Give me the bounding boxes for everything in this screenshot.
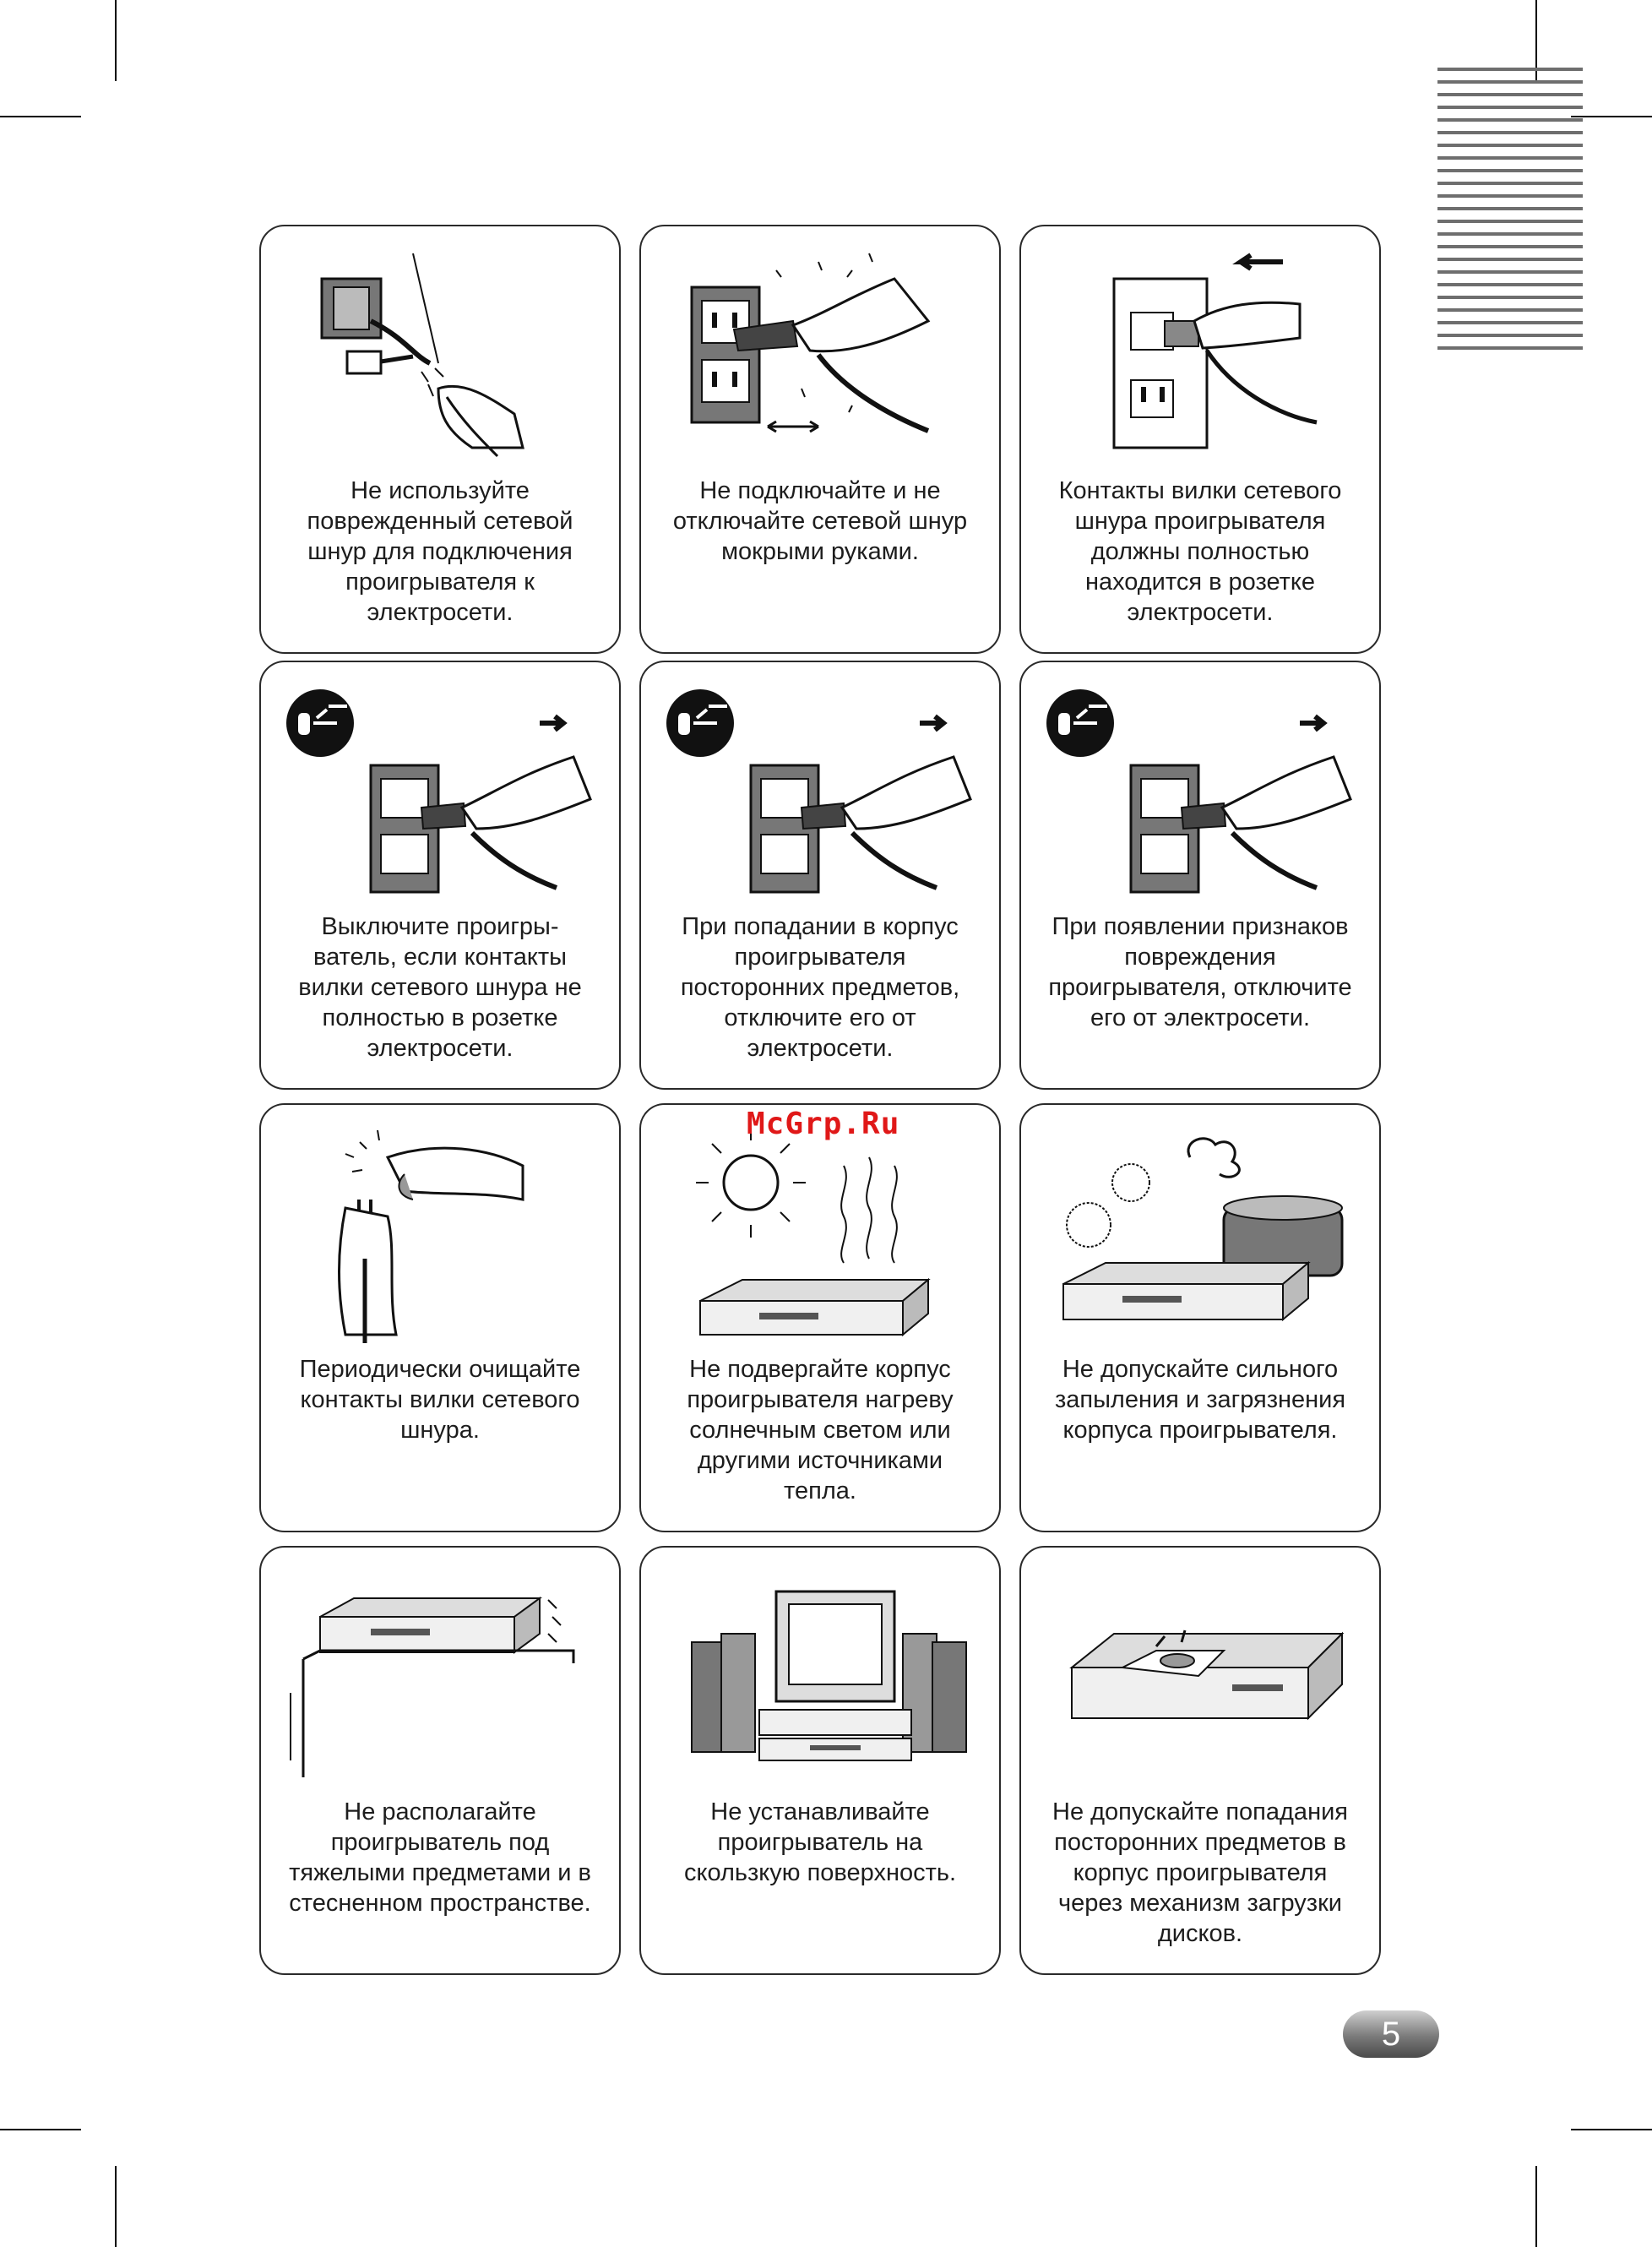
card-caption: Не подвергайте корпус проигрывателя нагреву солнечным светом или другими источниками тепла.: [687, 1356, 954, 1504]
unplug-damage-icon: [1030, 681, 1371, 900]
slippery-surface-icon: [649, 1566, 991, 1786]
safety-card-wet-hands: [639, 225, 1001, 654]
plug-fully-inserted-icon: [1030, 245, 1371, 465]
dust-dirt-icon: [1030, 1124, 1371, 1343]
crop-mark: [0, 2129, 81, 2130]
confined-space-icon: [269, 1566, 611, 1786]
safety-card-disc-tray: [1019, 1546, 1381, 1975]
card-caption: Контакты вилки сетевого шнура проигрывателя должны полностью находится в розетке электросети.: [1058, 477, 1342, 626]
crop-mark: [1571, 2129, 1652, 2130]
decorative-stripes: [1437, 68, 1583, 360]
crop-mark: [0, 116, 81, 117]
safety-card-unplug-loose: [259, 661, 621, 1090]
damaged-cord-icon: [269, 245, 611, 465]
wet-hands-plug-icon: [649, 245, 991, 465]
card-caption: Не допускайте попадания посторонних предметов в корпус проигрывателя через механизм загрузки дисков.: [1052, 1798, 1348, 1947]
card-caption: Периодически очищайте контакты вилки сетевого шнура.: [299, 1356, 581, 1444]
safety-card-plug-inserted: [1019, 225, 1381, 654]
safety-card-unplug-damage: [1019, 661, 1381, 1090]
sun-heat-icon: [649, 1124, 991, 1343]
card-caption: Не используйте поврежденный сетевой шнур для подключения проигрывателя к электросети.: [307, 477, 573, 626]
card-caption: Не устанавливайте проигрыватель на скользкую поверхность.: [683, 1798, 957, 1886]
card-caption: При появлении признаков повреждения проигрывателя, отключите его от электросети.: [1048, 913, 1352, 1031]
clean-plug-icon: [269, 1124, 611, 1343]
card-caption: Не допускайте сильного запыления и загрязнения корпуса проигрывателя.: [1054, 1356, 1346, 1444]
crop-mark: [1571, 116, 1652, 117]
crop-mark: [115, 0, 117, 81]
safety-card-confined-space: [259, 1546, 621, 1975]
card-caption: Выключите проигры- ватель, если контакты вилки сетевого шнура не полностью в розетке электросети.: [298, 913, 582, 1062]
page-number: 5: [1343, 2010, 1439, 2058]
unplug-foreign-object-icon: [649, 681, 991, 900]
safety-card-slippery: [639, 1546, 1001, 1975]
unplug-loose-plug-icon: [269, 681, 611, 900]
safety-card-dust: [1019, 1103, 1381, 1532]
card-caption: Не располагайте проигрыватель под тяжелыми предметами и в стесненном пространстве.: [289, 1798, 591, 1917]
safety-card-damaged-cord: [259, 225, 621, 654]
safety-card-clean-plug: [259, 1103, 621, 1532]
disc-tray-objects-icon: [1030, 1566, 1371, 1786]
card-caption: Не подключайте и не отключайте сетевой шнур мокрыми руками.: [672, 477, 968, 565]
safety-card-unplug-foreign-object: [639, 661, 1001, 1090]
card-caption: При попадании в корпус проигрывателя посторонних предметов, отключите его от электросети.: [680, 913, 960, 1062]
crop-mark: [115, 2166, 117, 2247]
crop-mark: [1535, 2166, 1537, 2247]
safety-card-sun-heat: [639, 1103, 1001, 1532]
watermark: McGrp.Ru: [747, 1107, 900, 1141]
